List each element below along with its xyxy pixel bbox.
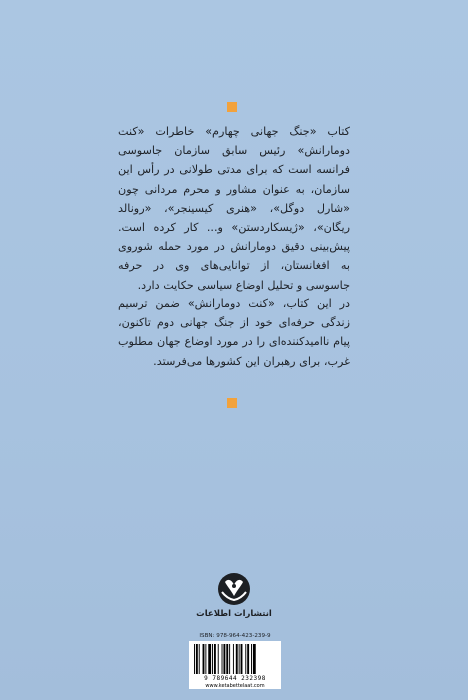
barcode-bar [199, 644, 200, 674]
barcode-bar [203, 644, 205, 674]
publisher-name: انتشارات اطلاعات [196, 609, 272, 619]
barcode-bar [253, 644, 256, 674]
barcode-bar [205, 644, 206, 674]
barcode-bar [194, 644, 195, 674]
bottom-marker [227, 398, 237, 408]
barcode-digits: 9 789644 232398 [204, 675, 266, 682]
barcode [189, 641, 281, 689]
barcode-bar [222, 644, 223, 674]
barcode-bar [226, 644, 228, 674]
website-url: www.ketabettelaat.com [205, 683, 265, 689]
barcode-bar [239, 644, 240, 674]
barcode-bar [245, 644, 246, 674]
barcode-bars [194, 644, 276, 674]
paragraph-1: کتاب «جنگ جهانی چهارم» خاطرات «کنت دومارانش» رئیس سابق سازمان جاسوسی فرانسه است که برای مدتی طولانی در رأس این سازمان، به عنوان مشاور و محرم مردانی چون «شارل دوگل»، «هنری کیسینجر»، «رونالد ریگان»، «ژیسکاردستن» و... کار کرده است. پیش‌بینی دقیق دومارانش در مورد حمله شوروی به افغانستان، از توانایی‌های وی در حرفه جاسوسی و تحلیل اوضاع سیاسی حکایت دارد. [118, 125, 350, 292]
barcode-bar [218, 644, 219, 674]
barcode-bar [247, 644, 249, 674]
barcode-bar [223, 644, 225, 674]
barcode-bar [233, 644, 234, 674]
barcode-bar [229, 644, 230, 674]
barcode-bar [212, 644, 213, 674]
barcode-bar [196, 644, 198, 674]
isbn-line: ISBN: 978-964-423-239-9 [199, 633, 271, 639]
barcode-bar [236, 644, 238, 674]
barcode-bar [214, 644, 216, 674]
publisher-block [189, 572, 279, 619]
publisher-emblem-icon [211, 572, 257, 606]
top-marker [227, 102, 237, 112]
barcode-bar [208, 644, 211, 674]
barcode-bar [241, 644, 243, 674]
paragraph-2: در این کتاب، «کنت دومارانش» ضمن ترسیم زندگی حرفه‌ای خود از جنگ جهانی دوم تاکنون، پیام ناامیدکننده‌ای را در مورد اوضاع جهان مطلوب غرب، برای رهبران این کشورها می‌فرستد. [118, 297, 350, 368]
barcode-bar [251, 644, 252, 674]
